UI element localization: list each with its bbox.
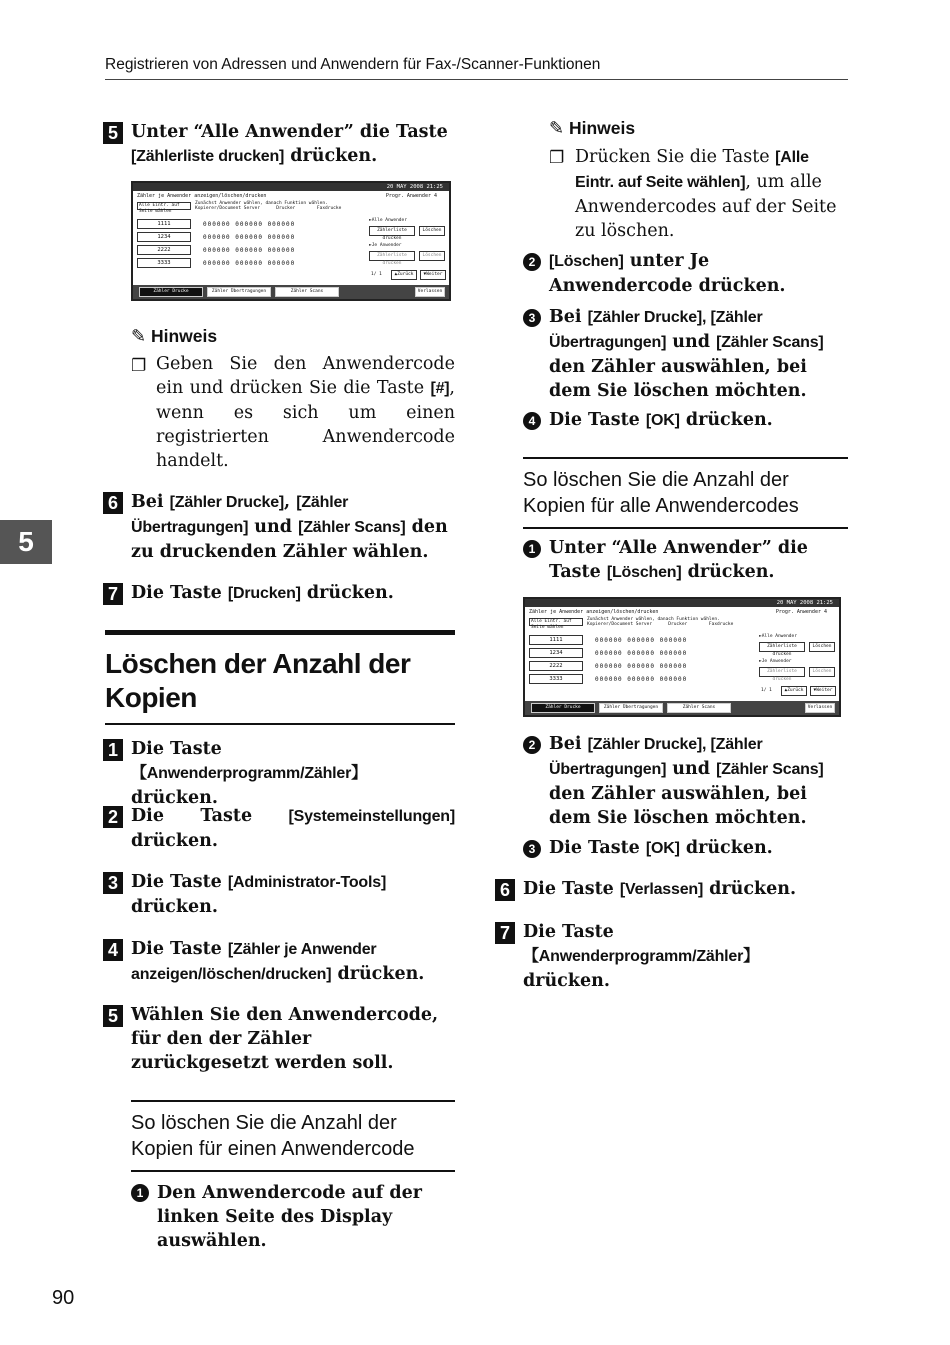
note-heading — [131, 326, 217, 347]
counter-values: 000000 000000 000000 — [203, 247, 296, 254]
print-list-button[interactable]: Zählerliste drucken — [369, 226, 415, 236]
checkbox-icon: ❐ — [549, 148, 565, 168]
step-text: Unter “Alle Anwender” die Taste — [131, 122, 448, 142]
delete-button[interactable]: Löschen — [419, 226, 445, 236]
all-users-label: ►Alle Anwender — [369, 218, 407, 223]
key-label: [Zähler Drucke], [Zähler Übertragungen] — [549, 309, 763, 351]
key-label: [Zähler Scans] — [298, 519, 406, 536]
key-label: [OK] — [645, 412, 680, 429]
prev-button[interactable]: ▲Zurück — [781, 686, 807, 696]
substep-text: Unter “Alle Anwender” die Taste — [549, 538, 808, 582]
circled-number: 4 — [523, 412, 541, 430]
step-7-print — [105, 581, 455, 606]
step-text: Die Taste — [131, 806, 289, 826]
screen-title: Zähler je Anwender anzeigen/löschen/drucken — [529, 609, 659, 615]
step-text: drücken. — [300, 583, 394, 603]
circled-number: 3 — [523, 840, 541, 858]
substep-3-all — [523, 836, 848, 861]
step-text: Bei — [131, 492, 170, 512]
step-text: und — [248, 517, 299, 537]
note-label: Hinweis — [568, 118, 636, 138]
key-label: [Zähler Scans] — [716, 334, 824, 351]
substep-text: und — [666, 759, 717, 779]
tab-print-counter[interactable]: Zähler Drucke — [139, 287, 203, 297]
note-text — [575, 145, 848, 243]
step-number: 6 — [495, 879, 515, 901]
circled-number: 2 — [523, 736, 541, 754]
section-title: Löschen der Anzahl der Kopien — [105, 630, 455, 725]
key-label: [Löschen] — [606, 564, 682, 581]
substep-text: Die Taste — [549, 410, 646, 430]
checkbox-icon: ❐ — [131, 356, 147, 376]
step-text: , — [284, 492, 297, 512]
key-label: [Zähler je Anwender anzeigen/löschen/drucken] — [131, 941, 377, 983]
screen-tab-bar — [133, 285, 449, 299]
key-label: [Zähler Drucke], [Zähler Übertragungen] — [549, 736, 763, 778]
screen-datetime: 20 MAY 2008 21:25 — [133, 183, 449, 191]
tab-scan-counter[interactable]: Zähler Scans — [275, 287, 339, 297]
substep-text: Den Anwendercode auf der linken Seite des Display auswählen. — [157, 1183, 423, 1251]
substep-text: den Zähler auswählen, bei dem Sie löschen möchten. — [549, 784, 807, 828]
substep-text: Bei — [549, 734, 588, 754]
key-label: [Zähler Übertragungen] — [131, 494, 349, 536]
step-text: drücken. — [131, 831, 218, 851]
key-label: [Verlassen] — [619, 881, 704, 898]
key-label: [Zähler Scans] — [716, 761, 824, 778]
note-text — [156, 352, 455, 473]
screen-info: Zunächst Anwender wählen, danach Funktion wählen. Kopierer/Document Server Drucker Faxdrucke — [195, 201, 342, 211]
step-number: 1 — [103, 739, 123, 761]
delete-user-button[interactable]: Löschen — [809, 667, 835, 677]
screen-prog: Progr. Anwender 4 — [385, 193, 437, 199]
print-list-user-button[interactable]: Zählerliste drucken — [369, 251, 415, 261]
step-text: drücken. — [131, 897, 218, 917]
note-label: Hinweis — [150, 326, 218, 346]
section-step-2 — [105, 804, 455, 853]
user-code-row[interactable]: 1111 — [137, 219, 191, 229]
all-users-label: ►Alle Anwender — [759, 634, 797, 639]
select-all-button[interactable]: Alle Eintr. auf Seite wählen — [529, 618, 583, 626]
substep-text: drücken. — [679, 410, 773, 430]
key-label: [Zähler Drucke] — [169, 494, 285, 511]
key-label: [Drucken] — [227, 585, 301, 602]
user-code-row[interactable]: 3333 — [529, 674, 583, 684]
key-label: 【Anwenderprogramm/Zähler】 — [131, 765, 367, 782]
substep-text: unter Je Anwendercode drücken. — [549, 251, 786, 296]
user-code-row[interactable]: 2222 — [529, 661, 583, 671]
next-button[interactable]: ▼Weiter — [810, 686, 836, 696]
user-code-row[interactable]: 2222 — [137, 245, 191, 255]
user-code-row[interactable]: 1234 — [137, 232, 191, 242]
key-label: [Zählerliste drucken] — [131, 148, 285, 165]
pencil-icon: ✎ — [549, 118, 565, 139]
substep-text: drücken. — [679, 838, 773, 858]
print-list-user-button[interactable]: Zählerliste drucken — [759, 667, 805, 677]
note-text-part: Geben Sie den Anwendercode ein und drücken Sie die Taste — [156, 354, 455, 398]
key-label: [Alle Eintr. auf Seite wählen] — [575, 149, 809, 191]
step-number: 3 — [103, 872, 123, 894]
step-number: 5 — [103, 122, 123, 144]
screen-tab-bar — [525, 701, 839, 715]
step-6-exit — [497, 877, 848, 902]
note-text-part: , wenn es sich um einen registrierten Anwendercode handelt. — [156, 378, 455, 471]
screen-info: Zunächst Anwender wählen, danach Funktion wählen. Kopierer/Document Server Drucker Faxdrucke — [587, 617, 734, 627]
screen-prog: Progr. Anwender 4 — [775, 609, 827, 615]
step-text: Die Taste — [523, 922, 614, 942]
counter-values: 000000 000000 000000 — [595, 637, 688, 644]
step-text: drücken. — [331, 964, 425, 984]
note-text-part: Drücken Sie die Taste — [575, 147, 776, 167]
display-screenshot — [131, 181, 451, 301]
substep-4 — [523, 408, 848, 433]
tab-transmission-counter[interactable]: Zähler Übertragungen — [207, 287, 271, 297]
select-all-button[interactable]: Alle Eintr. auf Seite wählen — [137, 202, 191, 210]
tab-transmission-counter[interactable]: Zähler Übertragungen — [599, 703, 663, 713]
key-label: [OK] — [645, 840, 680, 857]
running-header: Registrieren von Adressen und Anwendern für Fax-/Scanner-Funktionen — [105, 56, 848, 80]
display-screenshot — [523, 597, 841, 717]
page-indicator: 1/ 1 — [371, 272, 382, 277]
per-user-label: ►Je Anwender — [759, 659, 792, 664]
section-step-1 — [105, 737, 455, 810]
page-number: 90 — [52, 1287, 75, 1309]
substep-text: Bei — [549, 307, 588, 327]
substep-text: Die Taste — [549, 838, 646, 858]
circled-number: 1 — [131, 1184, 149, 1202]
section-step-5 — [105, 1003, 455, 1075]
circled-number: 1 — [523, 540, 541, 558]
pencil-icon: ✎ — [131, 326, 147, 347]
subsection-title: So löschen Sie die Anzahl der Kopien für einen Anwendercode — [131, 1100, 455, 1172]
counter-values: 000000 000000 000000 — [203, 234, 296, 241]
prev-button[interactable]: ▲Zurück — [391, 270, 417, 280]
key-label: [Löschen] — [549, 253, 624, 270]
tab-print-counter[interactable]: Zähler Drucke — [531, 703, 595, 713]
substep-text: und — [666, 332, 717, 352]
key-label: [#] — [430, 380, 450, 397]
section-step-3 — [105, 870, 455, 919]
substep-3 — [523, 305, 848, 403]
chapter-tab: 5 — [0, 520, 52, 564]
key-label: 【Anwenderprogramm/Zähler】 — [523, 948, 759, 965]
step-text: Die Taste — [131, 872, 228, 892]
page-indicator: 1/ 1 — [761, 688, 772, 693]
section-step-4 — [105, 937, 455, 987]
per-user-label: ►Je Anwender — [369, 243, 402, 248]
step-number: 7 — [103, 583, 123, 605]
counter-values: 000000 000000 000000 — [595, 676, 688, 683]
tab-scan-counter[interactable]: Zähler Scans — [667, 703, 731, 713]
exit-button[interactable]: Verlassen — [415, 287, 445, 297]
substep-1-all — [523, 536, 848, 585]
counter-values: 000000 000000 000000 — [203, 221, 296, 228]
circled-number: 3 — [523, 309, 541, 327]
step-text: drücken. — [703, 879, 797, 899]
step-number: 2 — [103, 806, 123, 828]
screen-title: Zähler je Anwender anzeigen/löschen/drucken — [137, 193, 267, 199]
counter-values: 000000 000000 000000 — [203, 260, 296, 267]
step-number: 7 — [495, 922, 515, 944]
step-5-print-list — [105, 120, 455, 169]
step-text: Die Taste — [523, 879, 620, 899]
step-text: drücken. — [131, 788, 218, 808]
step-text: drücken. — [284, 146, 378, 166]
counter-values: 000000 000000 000000 — [595, 663, 688, 670]
key-label: [Systemeinstellungen] — [288, 808, 455, 825]
step-text: Wählen Sie den Anwendercode, für den der Zähler zurückgesetzt werden soll. — [131, 1005, 439, 1073]
substep-text: den Zähler auswählen, bei dem Sie löschen möchten. — [549, 357, 807, 401]
step-text: den zu druckenden Zähler wählen. — [131, 517, 448, 562]
substep-2 — [523, 249, 848, 298]
screen-datetime: 20 MAY 2008 21:25 — [525, 599, 839, 607]
note-text-part: , um alle Anwendercodes auf der Seite zu löschen. — [575, 172, 837, 241]
delete-button[interactable]: Löschen — [809, 642, 835, 652]
circled-number: 2 — [523, 253, 541, 271]
user-code-row[interactable]: 1234 — [529, 648, 583, 658]
step-text: Die Taste — [131, 583, 228, 603]
counter-values: 000000 000000 000000 — [595, 650, 688, 657]
substep-2-all — [523, 732, 848, 830]
step-6-choose-counter — [105, 490, 455, 564]
substep-1 — [131, 1181, 455, 1253]
next-button[interactable]: ▼Weiter — [420, 270, 446, 280]
key-label: [Administrator-Tools] — [227, 874, 387, 891]
note-heading — [549, 118, 635, 139]
step-number: 4 — [103, 939, 123, 961]
delete-user-button[interactable]: Löschen — [419, 251, 445, 261]
step-number: 5 — [103, 1005, 123, 1027]
substep-text: drücken. — [681, 562, 775, 582]
step-text: Die Taste — [131, 739, 222, 759]
exit-button[interactable]: Verlassen — [805, 703, 835, 713]
subsection-title: So löschen Sie die Anzahl der Kopien für alle Anwendercodes — [523, 457, 848, 529]
step-text: Die Taste — [131, 939, 228, 959]
print-list-button[interactable]: Zählerliste drucken — [759, 642, 805, 652]
user-code-row[interactable]: 3333 — [137, 258, 191, 268]
step-text: drücken. — [523, 971, 610, 991]
step-number: 6 — [103, 492, 123, 514]
step-7-user-tools — [497, 920, 848, 993]
user-code-row[interactable]: 1111 — [529, 635, 583, 645]
